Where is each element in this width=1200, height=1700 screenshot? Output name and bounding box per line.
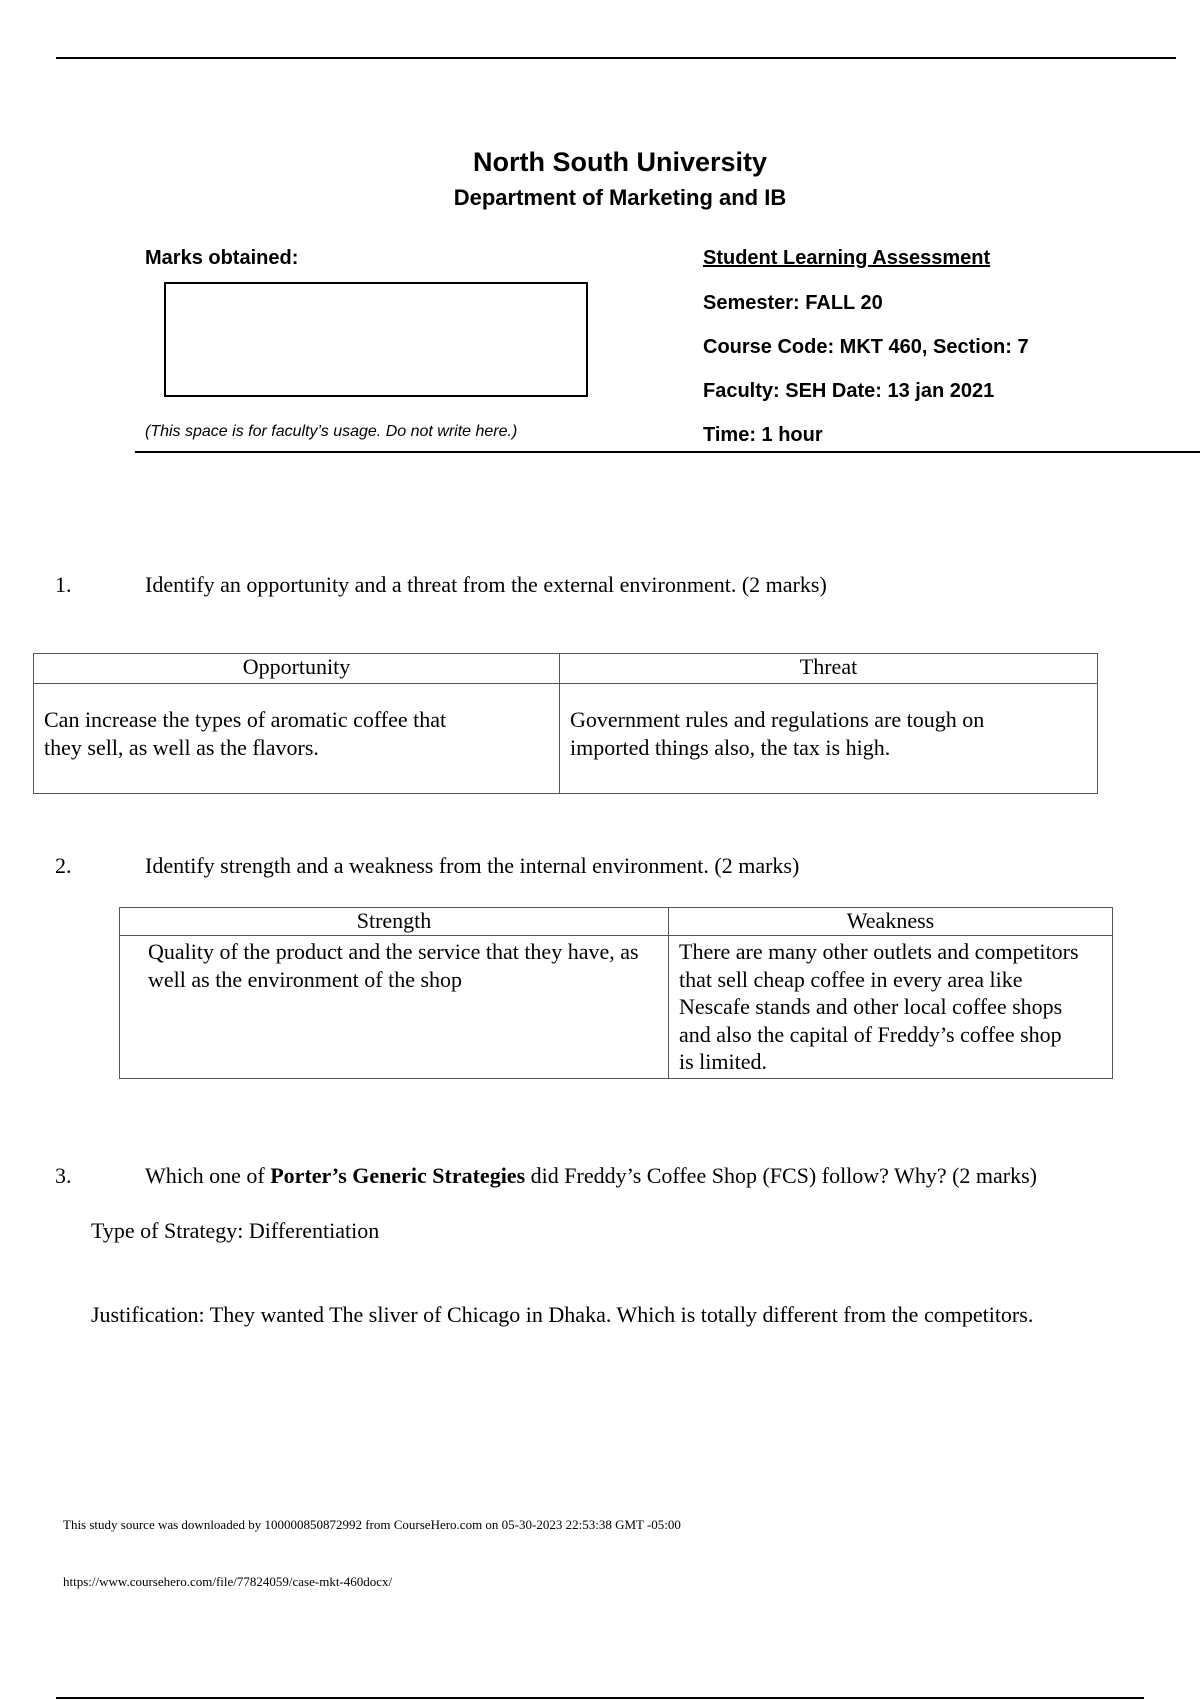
faculty-date-info: Faculty: SEH Date: 13 jan 2021 [703,380,995,402]
strength-text: Quality of the product and the service that they have, as well as the environment of the shop [148,939,639,992]
time-info: Time: 1 hour [703,424,823,446]
table-header-row [120,908,1113,936]
department-name: Department of Marketing and IB [453,185,787,210]
question-2-text: Identify strength and a weakness from the internal environment. (2 marks) [145,853,800,878]
weakness-cell [669,936,1113,1079]
opportunity-threat-table [33,653,1098,794]
source-url: https://www.coursehero.com/file/77824059/case-mkt-460docx/ [63,1574,393,1589]
threat-text: Government rules and regulations are tough on imported things also, the tax is high. [570,707,985,760]
opportunity-cell [34,684,560,794]
question-1-number: 1. [55,572,72,597]
faculty-usage-note: (This space is for faculty’s usage. Do not write here.) [145,423,518,440]
strategy-type-answer: Type of Strategy: Differentiation [91,1218,380,1243]
opportunity-header: Opportunity [34,654,560,684]
table-row [120,936,1113,1079]
download-note: This study source was downloaded by 100000850872992 from CourseHero.com on 05-30-2023 22:53:38 GMT -05:00 [63,1517,681,1532]
header-divider [135,451,1200,453]
assessment-title: Student Learning Assessment [703,247,991,269]
strength-cell [120,936,669,1079]
weakness-text: There are many other outlets and competitors that sell cheap coffee in every area like Nescafe stands and other local coffee shops and also the capital of Freddy’s coffee shop is limited. [679,939,1079,1074]
weakness-header: Weakness [669,908,1113,936]
threat-header: Threat [560,654,1098,684]
table-header-row [34,654,1098,684]
table-row [34,684,1098,794]
question-1-text: Identify an opportunity and a threat from the external environment. (2 marks) [145,572,827,597]
question-2-number: 2. [55,853,72,878]
marks-obtained-label: Marks obtained: [145,247,299,269]
question-3-text [145,1163,1037,1189]
threat-cell [560,684,1098,794]
marks-box [164,282,588,397]
top-rule [56,57,1176,59]
course-code-info: Course Code: MKT 460, Section: 7 [703,336,1029,358]
question-3-text-before: Which one of [145,1163,271,1188]
question-3-text-after: did Freddy’s Coffee Shop (FCS) follow? Why? (2 marks) [525,1163,1037,1188]
strength-weakness-table [119,907,1113,1079]
strength-header: Strength [120,908,669,936]
porters-strategies-term: Porter’s Generic Strategies [270,1163,526,1188]
question-3-number: 3. [55,1163,72,1188]
justification-answer: Justification: They wanted The sliver of Chicago in Dhaka. Which is totally different from the competitors. [91,1302,1034,1327]
university-name: North South University [472,147,768,177]
bottom-rule [56,1697,1144,1699]
opportunity-text: Can increase the types of aromatic coffee that they sell, as well as the flavors. [44,707,447,760]
semester-info: Semester: FALL 20 [703,292,883,314]
